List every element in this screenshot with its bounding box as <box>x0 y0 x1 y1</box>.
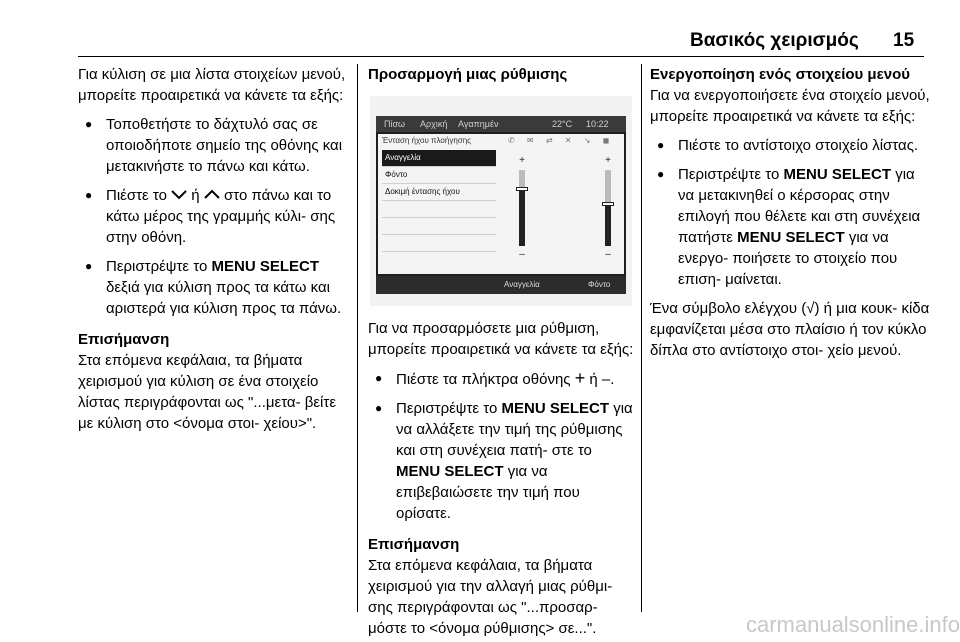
note-text: Στα επόμενα κεφάλαια, τα βήματα χειρισμού για κύλιση σε ένα στοιχείο λίστας περιγράφονται ως "...μετα- βείτε με κύλιση στο <όνομα στοι- χείου>". <box>78 352 337 432</box>
infotainment-screen <box>376 116 626 294</box>
plus-label[interactable]: + <box>519 155 525 166</box>
screen-footer <box>376 276 626 294</box>
page-number: 15 <box>893 30 915 51</box>
list-item: ● Πιέστε τα πλήκτρα οθόνης + ή –. <box>368 368 634 390</box>
list-item[interactable] <box>382 201 496 218</box>
list-item: ● Περιστρέψτε το MENU SELECT για να αλλάξετε την τιμή της ρύθμισης και στη συνέχεια πατή- στε το MENU SELECT για να επιβεβαιώσετε την τιμή που ορίσατε. <box>368 398 634 524</box>
menu-select-label: MENU SELECT <box>737 229 845 246</box>
list-item: ● Περιστρέψτε το MENU SELECT για να μετακινηθεί ο κέρσορας στην επιλογή που θέλετε και στη συνέχεια πατήστε MENU SELECT για να ενεργο- ποιήσετε το στοιχείο που επιση- μαίνεται. <box>650 164 930 290</box>
page-header <box>0 30 960 56</box>
screen-top-bar <box>376 116 626 132</box>
column-3 <box>650 64 930 361</box>
screen-body <box>378 134 624 274</box>
screen-subtitle: Ένταση ήχου πλοήγησης <box>382 136 472 145</box>
volume-slider-left[interactable] <box>516 156 528 260</box>
list-item[interactable] <box>382 235 496 252</box>
note-title: Επισήμανση <box>78 331 170 348</box>
activate-heading: Ενεργοποίηση ενός στοιχείου μενού <box>650 66 910 83</box>
section-title: Βασικός χειρισμός <box>690 30 859 51</box>
adjust-heading: Προσαρμογή μιας ρύθμισης <box>368 66 568 83</box>
slider-knob[interactable] <box>602 202 614 206</box>
activate-bullets <box>650 135 930 290</box>
screen-figure <box>370 96 632 306</box>
minus-label[interactable]: – <box>519 249 525 260</box>
home-button[interactable]: Αρχική <box>420 119 448 129</box>
clock: 10:22 <box>586 119 609 129</box>
footer-tab-background[interactable]: Φόντο <box>588 280 611 289</box>
footer-tab-announcement[interactable]: Αναγγελία <box>504 280 540 289</box>
note-title: Επισήμανση <box>368 536 460 553</box>
check-symbol-text: Ένα σύμβολο ελέγχου (√) ή μια κουκ- κίδα εμφανίζεται μέσα στο πλαίσιο ή τον κύκλο δίπλα στο αντίστοιχο στοι- χείο μενού. <box>650 300 930 359</box>
back-button[interactable]: Πίσω <box>384 119 406 129</box>
minus-label[interactable]: – <box>605 249 611 260</box>
column-divider-2 <box>641 64 642 612</box>
column-1 <box>78 64 348 434</box>
chevron-down-icon <box>171 187 187 204</box>
list-item: ● Πιέστε το ή στο πάνω και το κάτω μέρος της γραμμής κύλι- σης στην οθόνη. <box>78 185 348 248</box>
scroll-bullets <box>78 114 348 319</box>
list-item: ● Πιέστε το αντίστοιχο στοιχείο λίστας. <box>650 135 930 156</box>
note <box>78 329 348 434</box>
list-item[interactable]: Δοκιμή έντασης ήχου <box>382 184 496 201</box>
settings-list <box>382 150 496 252</box>
list-item[interactable]: Αναγγελία <box>382 150 496 167</box>
slider-fill <box>519 189 525 246</box>
favorites-button[interactable]: Αγαπημέν <box>458 119 499 129</box>
column-2-text <box>368 318 634 639</box>
menu-select-label: MENU SELECT <box>396 463 504 480</box>
adjust-bullets <box>368 368 634 524</box>
note-text: Στα επόμενα κεφάλαια, τα βήματα χειρισμού για την αλλαγή μιας ρύθμι- σης περιγράφονται ως "...προσαρ- μόστε το <όνομα ρύθμισης> σε...". <box>368 557 613 637</box>
slider-knob[interactable] <box>516 187 528 191</box>
chevron-up-icon <box>204 187 220 204</box>
list-item[interactable] <box>382 218 496 235</box>
scroll-intro: Για κύλιση σε μια λίστα στοιχείων μενού, μπορείτε προαιρετικά να κάνετε τα εξής: <box>78 66 346 104</box>
slider-fill <box>605 204 611 246</box>
header-rule <box>78 56 924 57</box>
plus-icon: + <box>574 368 586 388</box>
menu-select-label: MENU SELECT <box>783 166 892 183</box>
column-divider-1 <box>357 64 358 612</box>
list-item[interactable]: Φόντο <box>382 167 496 184</box>
status-icons: ✆ ✉ ⇄ ✕ ↘ ◼ <box>508 136 615 145</box>
plus-label[interactable]: + <box>605 155 611 166</box>
volume-slider-right[interactable] <box>602 156 614 260</box>
activate-intro: Για να ενεργοποιήσετε ένα στοιχείο μενού, μπορείτε προαιρετικά να κάνετε τα εξής: <box>650 87 930 125</box>
list-item: ● Περιστρέψτε το MENU SELECT δεξιά για κύλιση προς τα κάτω και αριστερά για κύλιση προς τα πάνω. <box>78 256 348 319</box>
column-2 <box>368 64 634 85</box>
adjust-intro: Για να προσαρμόσετε μια ρύθμιση, μπορείτε προαιρετικά να κάνετε τα εξής: <box>368 320 634 358</box>
watermark: carmanualsonline.info <box>745 612 960 637</box>
menu-select-label: MENU SELECT <box>211 258 320 275</box>
menu-select-label: MENU SELECT <box>501 400 610 417</box>
temperature: 22°C <box>552 119 573 129</box>
list-item: ● Τοποθετήστε το δάχτυλό σας σε οποιοδήποτε σημείο της οθόνης και μετακινήστε το πάνω και κάτω. <box>78 114 348 177</box>
